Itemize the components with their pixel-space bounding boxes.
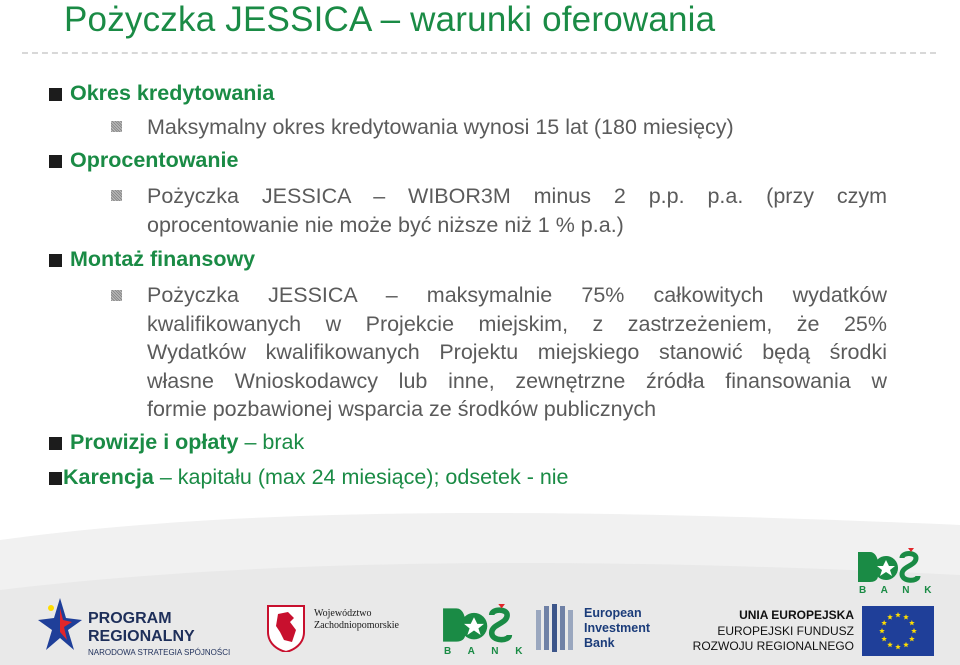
bullet-square-icon [49, 155, 62, 168]
section-text-montaz: Pożyczka JESSICA – maksymalnie 75% całkowitych wydatków kwalifikowanych w Projekcie miejskim, z zastrzeżeniem, że 25% Wydatków kwalifikowanych Projektu miejskiego stanowić będą środki własne Wnioskodawcy lub inne, zewnętrzne źródła finansowania w formie pozbawionej wsparcia ze środków publicznych [147, 283, 887, 421]
bullet-square-icon [49, 437, 62, 450]
woj-line1: Województwo [314, 608, 372, 619]
eib-line1: European [584, 606, 642, 620]
ue-line3: ROZWOJU REGIONALNEGO [692, 639, 854, 653]
section-heading-prowizje: Prowizje i opłaty – brak [70, 430, 305, 454]
program-regionalny-logo [38, 596, 248, 662]
eib-line3: Bank [584, 636, 615, 650]
program-line3: NARODOWA STRATEGIA SPÓJNOŚCI [88, 648, 231, 657]
program-star-icon [38, 596, 82, 658]
ue-line2: EUROPEJSKI FUNDUSZ [717, 624, 854, 638]
section-heading-karencja: Karencja – kapitału (max 24 miesiące); odsetek - nie [63, 465, 569, 489]
bos-bank-sub-bottom: B A N K [444, 646, 530, 657]
program-line1: PROGRAM [88, 610, 172, 627]
section-heading-montaz: Montaż finansowy [70, 247, 256, 271]
ue-line1: UNIA EUROPEJSKA [739, 608, 854, 622]
bos-leaf-icon-bottom [432, 604, 516, 646]
title-divider [22, 52, 936, 54]
griffin-coat-of-arms-icon [266, 604, 306, 652]
sub-bullet-icon [111, 121, 122, 132]
section-text-okres: Maksymalny okres kredytowania wynosi 15 lat (180 miesięcy) [147, 115, 734, 139]
sub-bullet-icon [111, 190, 122, 201]
eib-logo [536, 604, 666, 660]
bos-bank-logo-top [848, 548, 938, 598]
bos-bank-logo-bottom [432, 604, 530, 660]
section-text-oprocentowanie: Pożyczka JESSICA – WIBOR3M minus 2 p.p. p.a. (przy czym oprocentowanie nie może być niższe niż 1 % p.a.) [147, 184, 887, 237]
wojewodztwo-logo [266, 604, 426, 656]
sub-bullet-icon [111, 290, 122, 301]
woj-line2: Zachodniopomorskie [314, 620, 399, 631]
bos-bank-sub: B A N K [859, 585, 938, 596]
page-title: Pożyczka JESSICA – warunki oferowania [64, 0, 716, 39]
program-line2: REGIONALNY [88, 628, 195, 645]
eib-bars-icon [536, 604, 578, 654]
eu-flag-icon [862, 606, 934, 656]
section-heading-oprocentowanie: Oprocentowanie [70, 148, 239, 172]
bullet-square-icon [49, 88, 62, 101]
bullet-square-icon [49, 254, 62, 267]
bos-leaf-icon [848, 548, 924, 586]
bullet-square-icon [49, 472, 62, 485]
section-heading-okres: Okres kredytowania [70, 81, 275, 105]
eib-line2: Investment [584, 621, 650, 635]
